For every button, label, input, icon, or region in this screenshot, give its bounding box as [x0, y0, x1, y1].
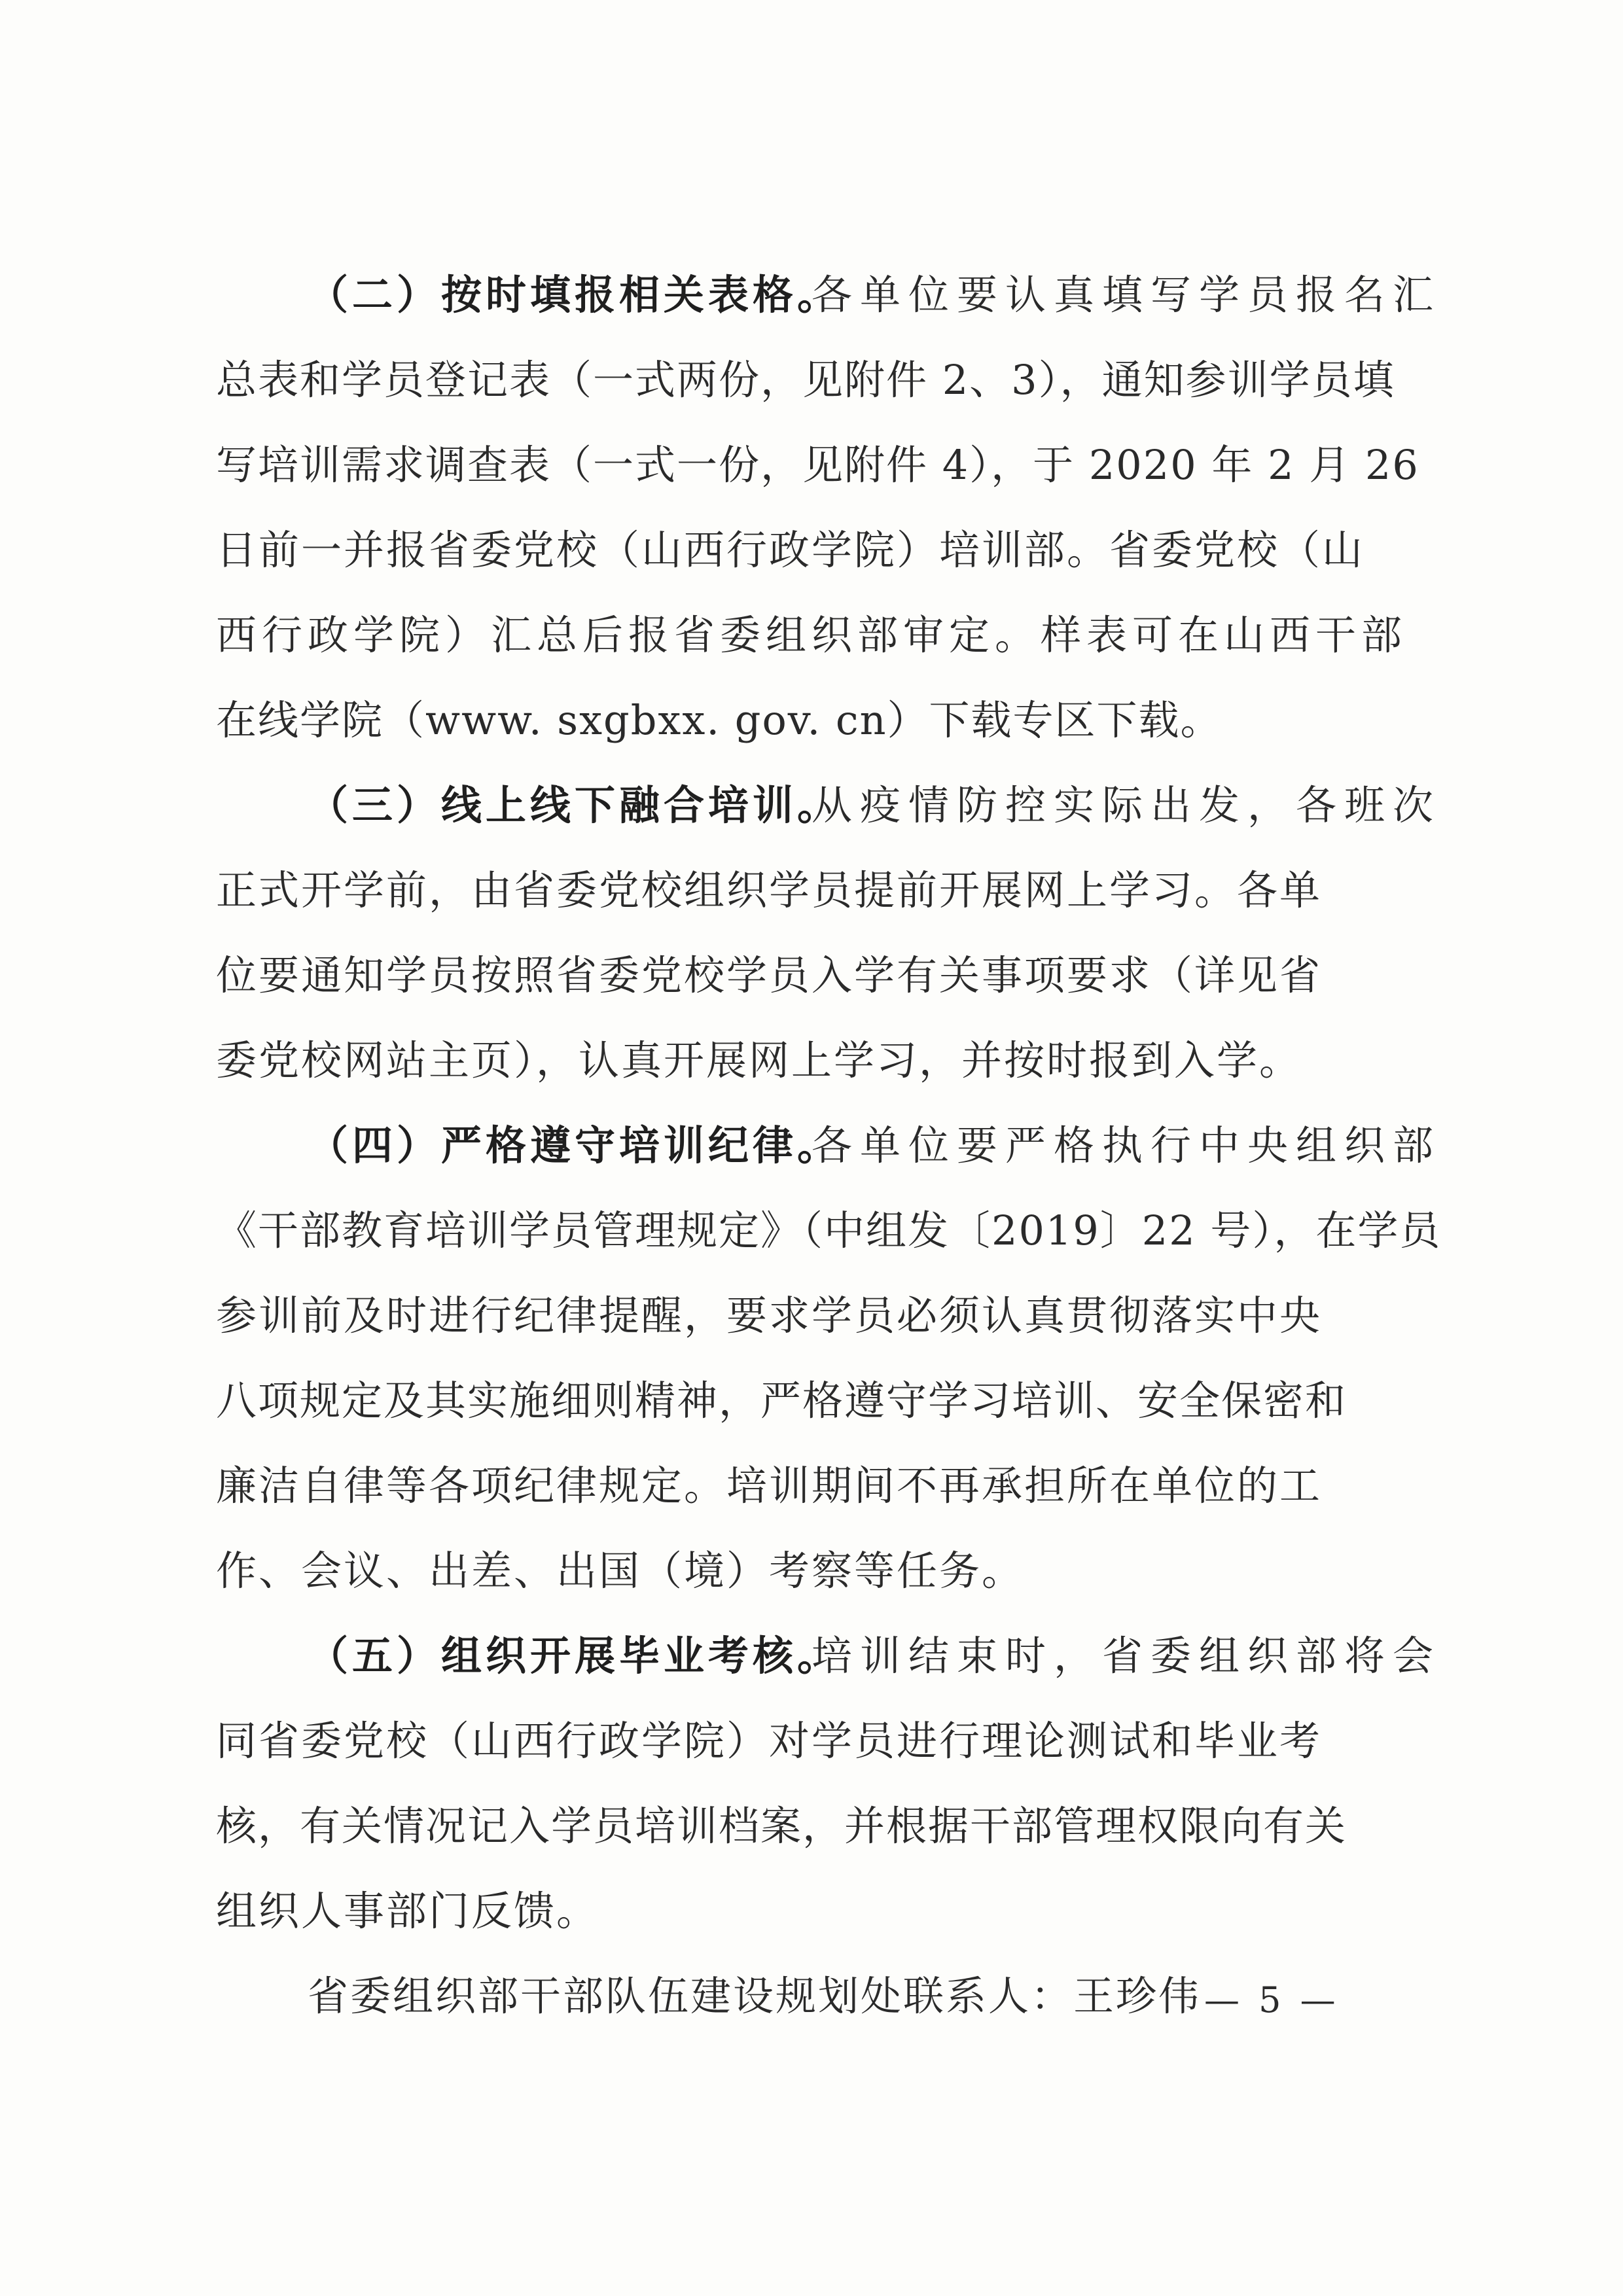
section-5-line-2: 同省委党校（山西行政学院）对学员进行理论测试和毕业考: [216, 1717, 1323, 1765]
section-4-line-2: 《干部教育培训学员管理规定》（中组发〔2019〕22 号），在学员: [216, 1207, 1442, 1254]
section-5-heading: （五）组织开展毕业考核。: [308, 1632, 842, 1680]
section-2-line-3: 写培训需求调查表（一式一份，见附件 4），于 2020 年 2 月 26: [216, 441, 1419, 489]
section-5-line-4: 组织人事部门反馈。: [216, 1887, 599, 1935]
section-4-line-5: 廉洁自律等各项纪律规定。培训期间不再承担所在单位的工: [216, 1462, 1323, 1510]
section-3-line-4: 委党校网站主页），认真开展网上学习，并按时报到入学。: [216, 1036, 1302, 1084]
section-4-line-3: 参训前及时进行纪律提醒，要求学员必须认真贯彻落实中央: [216, 1292, 1323, 1339]
section-2-line-5: 西行政学院）汇总后报省委组织部审定。样表可在山西干部: [216, 611, 1408, 659]
section-4-heading: （四）严格遵守培训纪律。: [308, 1122, 842, 1169]
section-5-line-3: 核，有关情况记入学员培训档案，并根据干部管理权限向有关: [216, 1802, 1347, 1850]
section-5-line-1: 培训结束时，省委组织部将会: [812, 1632, 1442, 1680]
section-3-line-2: 正式开学前，由省委党校组织学员提前开展网上学习。各单: [216, 866, 1323, 914]
section-2-line-1: 各单位要认真填写学员报名汇: [812, 271, 1442, 319]
section-2-line-6: 在线学院（www. sxgbxx. gov. cn）下载专区下载。: [216, 696, 1222, 744]
section-4-line-6: 作、会议、出差、出国（境）考察等任务。: [216, 1547, 1025, 1595]
section-3-heading: （三）线上线下融合培训。: [308, 781, 842, 829]
section-2-line-2: 总表和学员登记表（一式两份，见附件 2、3），通知参训学员填: [216, 356, 1395, 404]
section-2-line-4: 日前一并报省委党校（山西行政学院）培训部。省委党校（山: [216, 526, 1365, 574]
contact-line: 省委组织部干部队伍建设规划处联系人：王珍伟: [308, 1972, 1202, 2020]
section-4-line-1: 各单位要严格执行中央组织部: [812, 1122, 1442, 1169]
section-4-line-4: 八项规定及其实施细则精神，严格遵守学习培训、安全保密和: [216, 1377, 1347, 1424]
page-number: — 5 —: [1204, 1979, 1340, 2021]
section-3-line-1: 从疫情防控实际出发，各班次: [812, 781, 1442, 829]
section-3-line-3: 位要通知学员按照省委党校学员入学有关事项要求（详见省: [216, 951, 1323, 999]
section-2-heading: （二）按时填报相关表格。: [308, 271, 842, 319]
